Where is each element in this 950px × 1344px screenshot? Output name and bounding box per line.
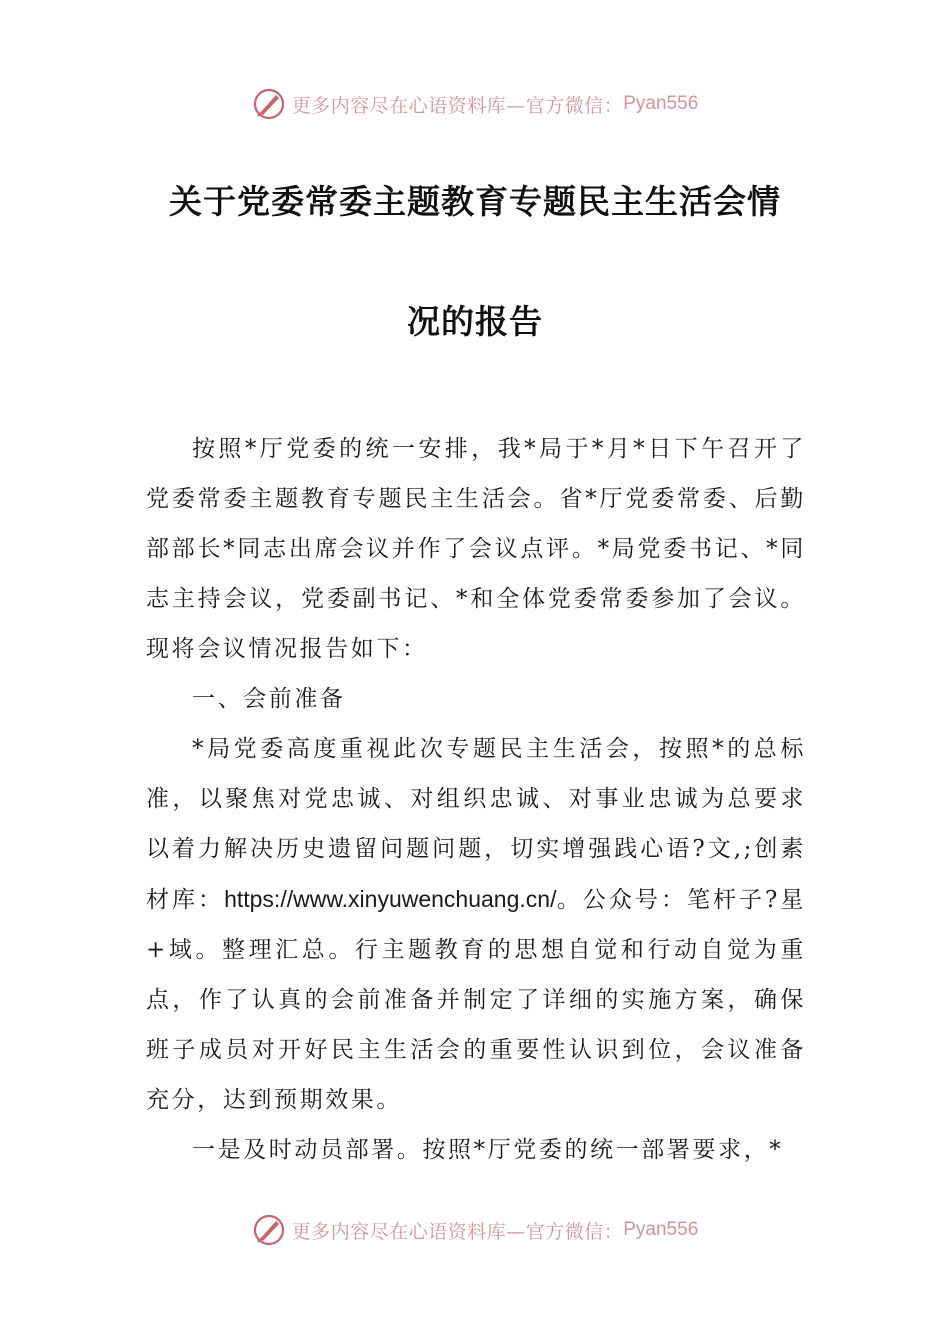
watermark-banner-top (0, 84, 950, 124)
quill-logo-icon (252, 1213, 286, 1247)
paragraph-preparation-part2: 。公众号：笔杆子?星+域。整理汇总。行主题教育的思想自觉和行动自觉为重点，作了认真的会前准备并制定了详细的实施方案，确保班子成员对开好民主生活会的重要性认识到位，会议准备充分，达到预期效果。 (146, 887, 806, 1113)
paragraph-intro: 按照*厅党委的统一安排，我*局于*月*日下午召开了党委常委主题教育专题民主生活会。省*厅党委常委、后勤部部长*同志出席会议并作了会议点评。*局党委书记、*同志主持会议，党委副书记、*和全体党委常委参加了会议。现将会议情况报告如下： (146, 436, 806, 662)
website-url: https://www.xinyuwenchuang.cn/ (224, 886, 557, 912)
document-title-line2: 况的报告 (407, 302, 543, 341)
watermark-text: 更多内容尽在心语资料库—官方微信： (291, 1220, 624, 1243)
watermark-wechat-id: Pyan556 (623, 93, 699, 114)
paragraph-preparation-part1: *局党委高度重视此次专题民主生活会，按照*的总标准，以聚焦对党忠诚、对组织忠诚、对事业忠诚为总要求以着力解决历史遗留问题问题，切实增强践心语?文,;创素材库： (146, 736, 806, 913)
document-title-line1: 关于党委常委主题教育专题民主生活会情 (169, 182, 781, 221)
watermark-wechat-id: Pyan556 (623, 1219, 699, 1240)
watermark-banner-bottom (0, 1210, 950, 1250)
document-body (146, 424, 806, 1175)
quill-logo-icon (252, 87, 286, 121)
paragraph-preparation (146, 724, 806, 1125)
section-heading-preparation: 一、会前准备 (192, 686, 346, 712)
paragraph-mobilization: 一是及时动员部署。按照*厅党委的统一部署要求，* (192, 1137, 784, 1163)
watermark-text: 更多内容尽在心语资料库—官方微信： (291, 94, 624, 117)
